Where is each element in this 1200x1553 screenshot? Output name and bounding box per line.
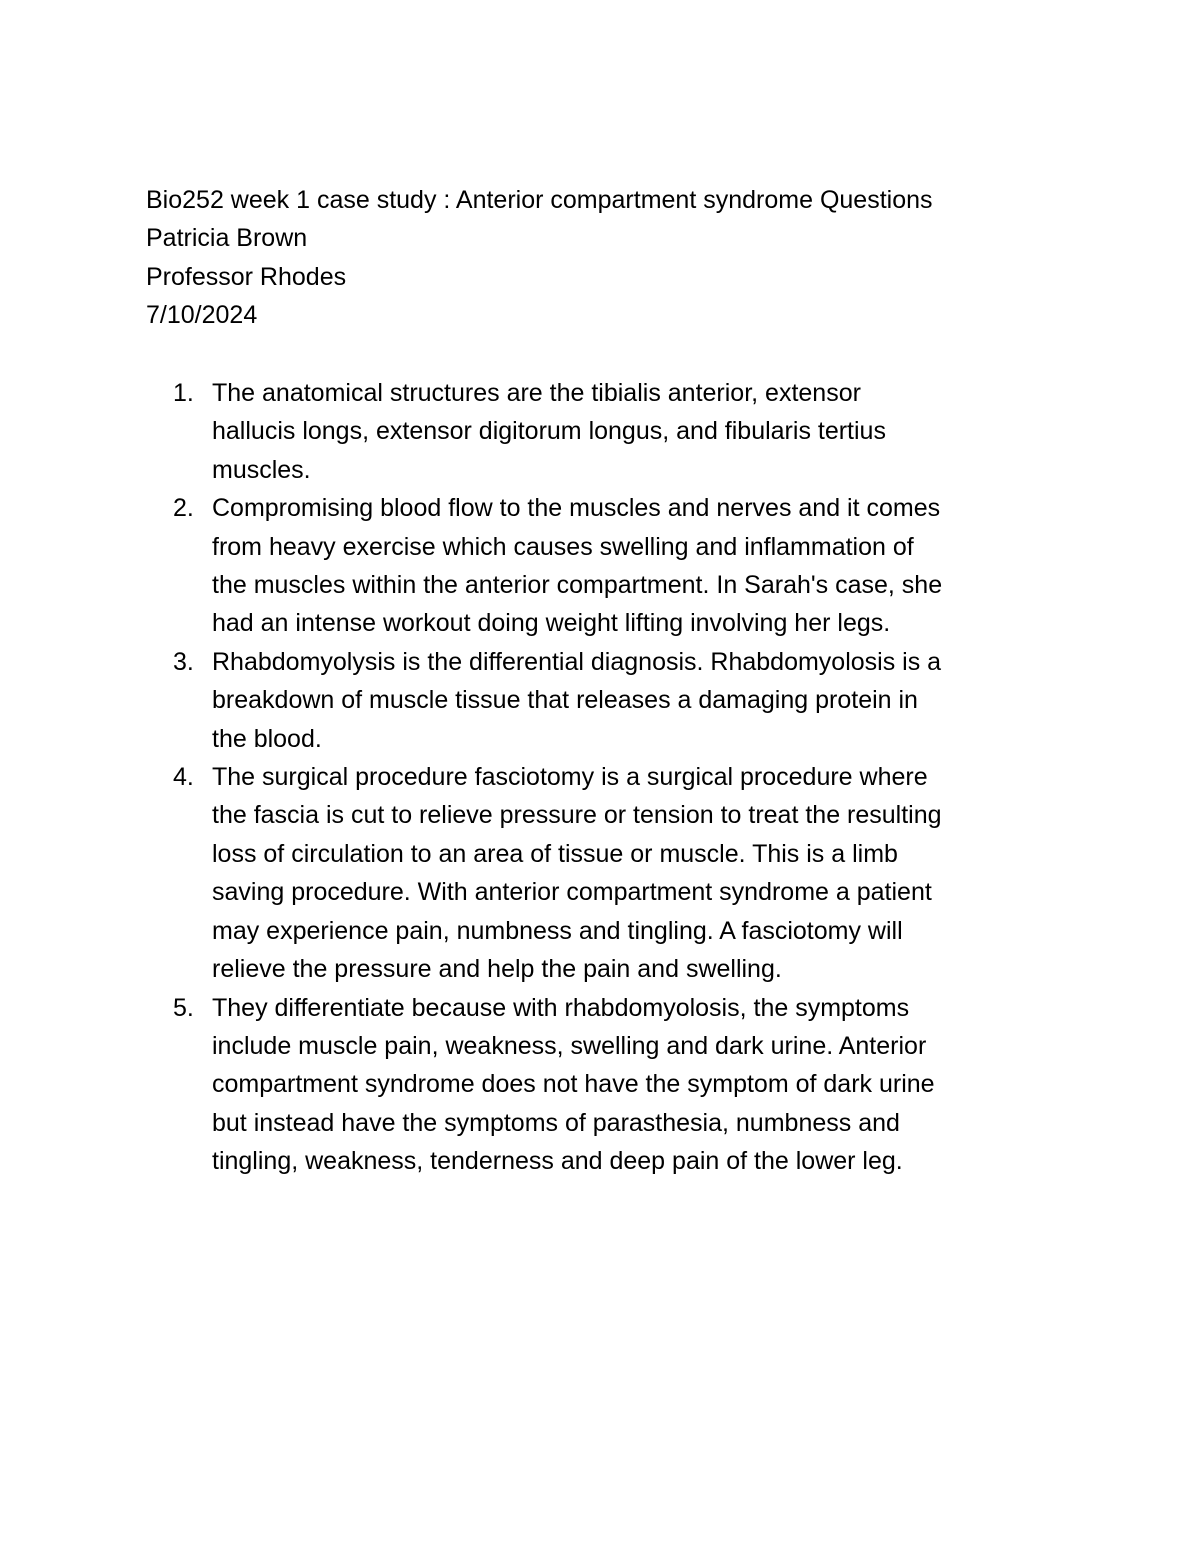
answer-text-line: had an intense workout doing weight lifting involving her legs. bbox=[212, 609, 891, 638]
answer-text-line: may experience pain, numbness and tingling. A fasciotomy will bbox=[212, 916, 903, 945]
list-item-number: 2. bbox=[173, 494, 194, 523]
professor-name: Professor Rhodes bbox=[146, 262, 347, 291]
answer-text-line: the muscles within the anterior compartment. In Sarah's case, she bbox=[212, 571, 943, 600]
answer-text-line: saving procedure. With anterior compartment syndrome a patient bbox=[212, 878, 932, 907]
list-item-number: 3. bbox=[173, 647, 194, 676]
document-title: Bio252 week 1 case study : Anterior compartment syndrome Questions bbox=[146, 186, 933, 214]
answer-list bbox=[146, 374, 1076, 1181]
list-item bbox=[146, 989, 1076, 1181]
document-date: 7/10/2024 bbox=[146, 301, 258, 330]
answer-text-line: They differentiate because with rhabdomyolosis, the symptoms bbox=[212, 993, 910, 1022]
list-item bbox=[146, 758, 1076, 988]
list-item-number: 5. bbox=[173, 993, 194, 1022]
answer-text-line: The anatomical structures are the tibialis anterior, extensor bbox=[212, 379, 861, 407]
answer-text-line: compartment syndrome does not have the symptom of dark urine bbox=[212, 1070, 935, 1099]
list-item bbox=[146, 489, 1076, 643]
answer-text-line: the blood. bbox=[212, 724, 322, 753]
document-header bbox=[146, 181, 1106, 335]
answer-text-line: Compromising blood flow to the muscles and nerves and it comes bbox=[212, 494, 941, 523]
list-item-number: 4. bbox=[173, 763, 194, 792]
student-name: Patricia Brown bbox=[146, 224, 308, 253]
answer-text-line: breakdown of muscle tissue that releases a damaging protein in bbox=[212, 686, 918, 715]
answer-text-line: the fascia is cut to relieve pressure or tension to treat the resulting bbox=[212, 801, 942, 830]
answer-text-line: loss of circulation to an area of tissue or muscle. This is a limb bbox=[212, 839, 898, 868]
answer-text-line: Rhabdomyolysis is the differential diagnosis. Rhabdomyolosis is a bbox=[212, 647, 942, 676]
answer-text-line: The surgical procedure fasciotomy is a surgical procedure where bbox=[212, 763, 928, 792]
answer-text-line: include muscle pain, weakness, swelling and dark urine. Anterior bbox=[212, 1031, 927, 1060]
answer-text-line: tingling, weakness, tenderness and deep pain of the lower leg. bbox=[212, 1147, 903, 1176]
answer-text-line: from heavy exercise which causes swelling and inflammation of bbox=[212, 532, 914, 561]
answer-text-line: muscles. bbox=[212, 455, 311, 484]
list-item bbox=[146, 374, 1076, 489]
answer-text-line: but instead have the symptoms of parasthesia, numbness and bbox=[212, 1108, 900, 1137]
answer-text-line: relieve the pressure and help the pain and swelling. bbox=[212, 955, 782, 984]
list-item-number: 1. bbox=[173, 379, 194, 407]
answer-text-line: hallucis longs, extensor digitorum longus, and fibularis tertius bbox=[212, 417, 886, 446]
list-item bbox=[146, 643, 1076, 758]
